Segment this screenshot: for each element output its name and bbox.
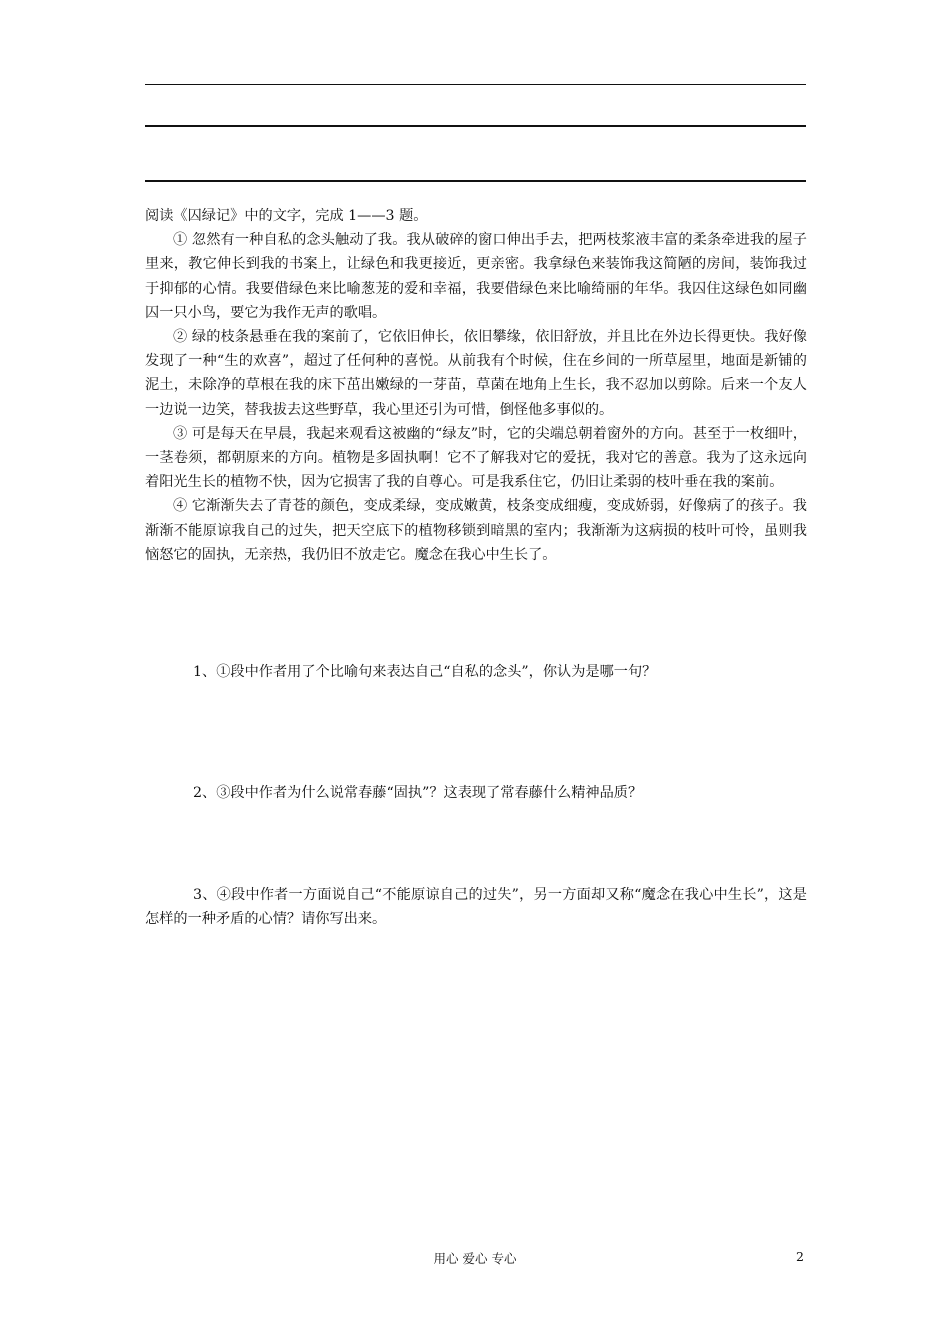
paragraph-1: ① 忽然有一种自私的念头触动了我。我从破碎的窗口伸出手去，把两枝浆液丰富的柔条牵进我的屋子里来，教它伸长到我的书案上，让绿色和我更接近，更亲密。我拿绿色来装饰我这简陋的房间，装饰我过于抑郁的心情。我要借绿色来比喻葱茏的爱和幸福，我要借绿色来比喻绮丽的年华。我囚住这绿色如同幽囚一只小鸟，要它为我作无声的歌唱。: [145, 232, 807, 321]
question-1: 1、①段中作者用了个比喻句来表达自己“自私的念头”，你认为是哪一句？: [193, 664, 657, 680]
page-number: 2: [796, 1249, 804, 1264]
paragraph-2: ② 绿的枝条悬垂在我的案前了，它依旧伸长，依旧攀缘，依旧舒放，并且比在外边长得更快。我好像发现了一种“生的欢喜”，超过了任何种的喜悦。从前我有个时候，住在乡间的一所草屋里，地面是新铺的泥土，未除净的草根在我的床下茁出嫩绿的一芽苗，草菌在地角上生长，我不忍加以剪除。后来一个友人一边说一边笑，替我拔去这些野草，我心里还引为可惜，倒怪他多事似的。: [145, 329, 807, 418]
question-2: 2、③段中作者为什么说常春藤“固执”？这表现了常春藤什么精神品质？: [193, 785, 643, 801]
footer-text: 用心 爱心 专心: [433, 1251, 517, 1266]
paragraph-3: ③ 可是每天在早晨，我起来观看这被幽的“绿友”时，它的尖端总朝着窗外的方向。甚至于一枚细叶，一茎卷须，都朝原来的方向。植物是多固执啊！它不了解我对它的爱抚，我对它的善意。我为了这永远向着阳光生长的植物不快，因为它损害了我的自尊心。可是我系住它，仍旧让柔弱的枝叶垂在我的案前。: [145, 425, 807, 491]
passage-intro: 阅读《囚绿记》中的文字，完成 1——3 题。: [145, 208, 428, 224]
question-3: 3、④段中作者一方面说自己“不能原谅自己的过失”，另一方面却又称“魔念在我心中生长”，这是怎样的一种矛盾的心情？请你写出来。: [145, 887, 807, 927]
answer-line-1: [145, 84, 806, 85]
reading-passage: [145, 204, 807, 567]
answer-line-2: [145, 125, 806, 127]
answer-line-3: [145, 180, 806, 182]
paragraph-4: ④ 它渐渐失去了青苍的颜色，变成柔绿，变成嫩黄，枝条变成细瘦，变成娇弱，好像病了的孩子。我渐渐不能原谅我自己的过失，把天空底下的植物移锁到暗黑的室内；我渐渐为这病损的枝叶可怜，虽则我恼怒它的固执，无亲热，我仍旧不放走它。魔念在我心中生长了。: [145, 498, 807, 563]
